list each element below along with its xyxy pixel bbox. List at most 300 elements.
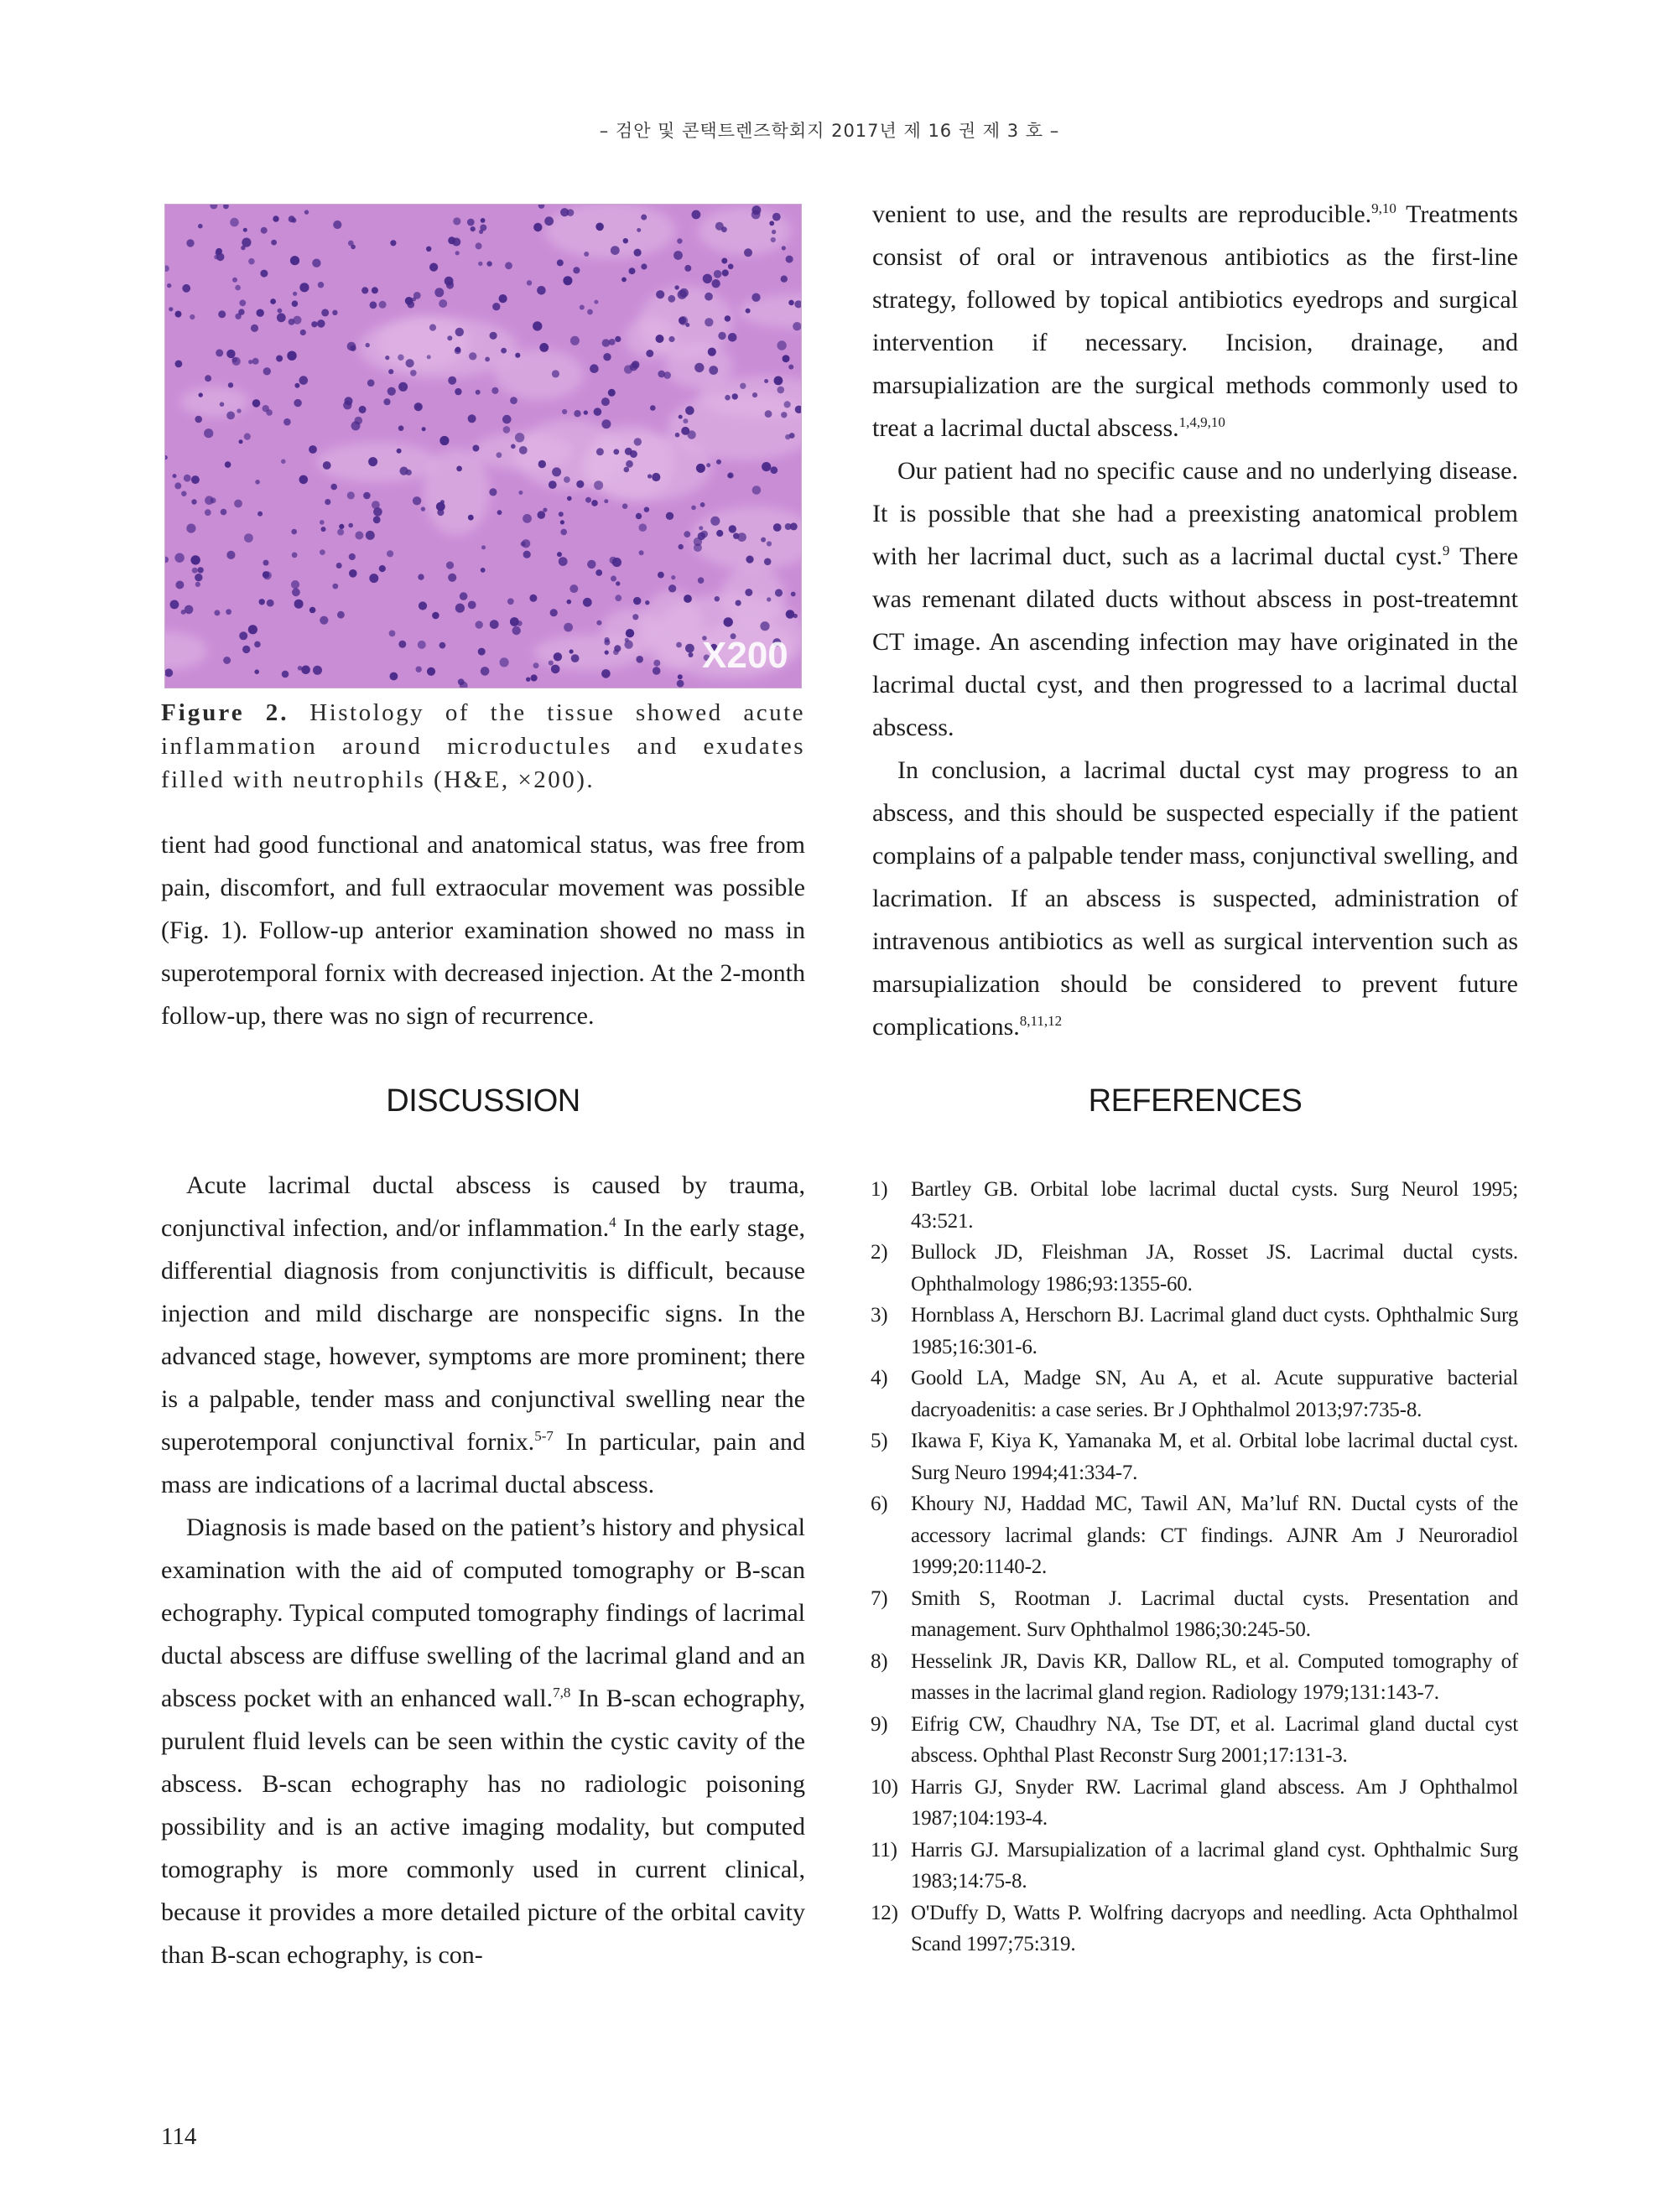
cell-nucleus [793,322,801,330]
cell-nucleus [337,611,345,619]
cell-nucleus [237,408,241,413]
cell-nucleus [290,256,299,265]
reference-text: Goold LA, Madge SN, Au A, et al. Acute suppurative bacterial dacryoadenitis: a case series. Br J Ophthalmol 2013;97:735-8. [911,1367,1518,1421]
cell-nucleus [248,360,252,364]
cell-nucleus [560,520,564,524]
cell-nucleus [760,621,769,631]
right-paragraph-2 [872,449,1518,749]
cell-nucleus [287,351,296,361]
cell-nucleus [602,339,611,347]
cell-nucleus [613,449,619,454]
cell-nucleus [232,357,241,366]
cell-nucleus [699,526,703,530]
cell-nucleus [521,542,526,547]
cell-nucleus [239,299,246,306]
reference-text: Eifrig CW, Chaudhry NA, Tse DT, et al. Lacrimal gland ductal cyst abscess. Ophthal Plast Reconstr Surg 2001;17:131-3. [911,1712,1518,1767]
cell-nucleus [746,556,753,563]
cell-nucleus [751,293,760,302]
cell-nucleus [347,342,356,351]
cell-nucleus [549,661,554,666]
cell-nucleus [574,410,580,417]
cell-nucleus [299,376,309,385]
cell-nucleus [767,541,772,546]
cell-nucleus [351,421,361,430]
cell-nucleus [283,418,291,426]
cell-nucleus [387,387,396,396]
cell-nucleus [174,553,184,563]
cell-nucleus [243,228,247,232]
cell-nucleus [294,383,299,388]
text-run: In the early stage, differential diagnosis from conjunctivitis is difficult, because injection and mild discharge are nonspecific signs. In the advanced stage, however, symptoms are more prominent; there is a palpable, tender mass and conjunctival swelling near the superotemporal conjunctival fornix. [161,1214,805,1456]
cell-nucleus [199,392,203,397]
cell-nucleus [591,500,598,506]
cell-nucleus [624,641,632,649]
cell-nucleus [481,667,490,676]
cell-nucleus [439,299,447,308]
cell-nucleus [786,611,791,616]
references-heading: REFERENCES [1088,1083,1303,1119]
cell-nucleus [337,529,344,536]
cell-nucleus [448,574,456,582]
cell-nucleus [478,262,482,266]
cell-nucleus [439,642,446,649]
cell-nucleus [294,399,301,407]
cell-nucleus [226,350,235,358]
reference-item [871,1425,1518,1488]
reference-number: 4) [871,1367,888,1389]
cell-nucleus [722,269,729,276]
cell-nucleus [694,363,704,372]
cell-nucleus [571,654,580,662]
cell-nucleus [641,263,647,269]
reference-text: Bullock JD, Fleishman JA, Rosset JS. Lacrimal ductal cysts. Ophthalmology 1986;93:1355-60. [911,1241,1518,1296]
cell-nucleus [390,672,398,681]
cell-nucleus [348,523,353,528]
cell-nucleus [595,569,602,576]
cell-nucleus [234,500,242,508]
cell-nucleus [594,408,602,416]
cell-nucleus [499,294,507,303]
cell-nucleus [641,215,647,221]
cell-nucleus [363,492,371,500]
cell-nucleus [197,567,203,573]
cell-nucleus [668,295,675,303]
cell-nucleus [211,497,216,503]
reference-number: 7) [871,1586,888,1610]
text-run: Treatments consist of oral or intravenous antibiotics as the first-line strategy, followed by topical antibiotics eyedrops and surgical intervention if necessary. Incision, drainage, and marsupialization are the surgical methods commonly used to treat a lacrimal ductal abscess. [872,200,1518,442]
cell-nucleus [705,293,713,301]
cell-nucleus [587,560,595,569]
cell-nucleus [560,529,567,536]
paragraph-continued: tient had good functional and anatomical status, was free from pain, discomfort, and full extraocular movement was possible (Fig. 1). Follow-up anterior examination showed no mass in superotemporal fornix with decreased injection. At the 2-month follow-up, there was no sign of recurrence. [161,831,805,1030]
reference-text: Hornblass A, Herschorn BJ. Lacrimal gland duct cysts. Ophthalmic Surg 1985;16:301-6. [911,1304,1518,1358]
cell-nucleus [626,629,634,637]
cell-nucleus [455,251,460,255]
cell-nucleus [239,631,247,640]
reference-item [871,1363,1518,1425]
cell-nucleus [683,418,688,423]
cell-nucleus [691,506,696,511]
cell-nucleus [761,537,766,543]
cell-nucleus [205,509,211,516]
cell-nucleus [492,303,500,310]
cell-nucleus [343,401,351,409]
cell-nucleus [472,445,479,452]
cell-nucleus [318,282,324,288]
cell-nucleus [260,270,268,278]
reference-number: 2) [871,1241,888,1264]
cell-nucleus [549,480,557,489]
right-paragraph-1 [872,193,1518,449]
cell-nucleus [503,426,511,434]
cell-nucleus [567,209,575,216]
cell-nucleus [718,332,725,340]
cell-nucleus [467,219,475,226]
cell-nucleus [519,446,528,454]
cell-nucleus [538,511,546,519]
cell-nucleus [678,674,683,679]
cell-nucleus [406,470,412,475]
cell-nucleus [676,642,682,648]
cell-nucleus [398,355,403,361]
cell-nucleus [455,388,461,395]
cell-nucleus [746,309,751,314]
cell-nucleus [321,309,329,316]
cell-nucleus [793,614,798,618]
cell-nucleus [623,238,628,243]
reference-item [871,1646,1518,1709]
cell-nucleus [410,370,417,376]
cell-nucleus [169,307,173,311]
cell-nucleus [783,355,790,362]
cell-nucleus [191,499,196,504]
cell-nucleus [601,669,611,678]
cell-nucleus [419,601,427,610]
reference-text: Ikawa F, Kiya K, Yamanaka M, et al. Orbital lobe lacrimal ductal cyst. Surg Neuro 1994;41:334-7. [911,1430,1518,1484]
cell-nucleus [684,265,691,272]
cell-nucleus [725,315,731,321]
cell-nucleus [744,248,752,257]
cell-nucleus [254,641,261,648]
reference-text: Hesselink JR, Davis KR, Dallow RL, et al. Computed tomography of masses in the lacrimal gland region. Radiology 1979;131:143-7. [911,1649,1518,1704]
cell-nucleus [505,262,512,269]
cell-nucleus [259,599,265,605]
cell-nucleus [460,592,468,600]
cell-nucleus [647,474,652,478]
discussion-heading: DISCUSSION [386,1083,580,1119]
cell-nucleus [567,496,572,501]
cell-nucleus [653,660,660,667]
cell-nucleus [242,238,251,247]
reference-item [871,1898,1518,1960]
reference-text: Bartley GB. Orbital lobe lacrimal ductal cysts. Surg Neurol 1995; 43:521. [911,1178,1518,1233]
cell-nucleus [603,353,611,361]
cell-nucleus [698,577,705,584]
page-number: 114 [161,2123,197,2150]
cell-nucleus [455,328,464,336]
citation-superscript: 9,10 [1371,200,1396,216]
cell-nucleus [434,288,444,297]
cell-nucleus [685,323,689,327]
cell-nucleus [687,430,695,439]
cell-nucleus [351,245,356,250]
cell-nucleus [728,333,737,342]
cell-nucleus [552,467,561,476]
cell-nucleus [304,210,309,214]
cell-nucleus [562,409,567,414]
cell-nucleus [321,527,326,532]
cell-nucleus [583,598,592,607]
cell-nucleus [244,533,253,543]
cell-nucleus [510,397,517,404]
cell-nucleus [216,349,223,356]
discussion-paragraph-1 [161,1164,805,1506]
cell-nucleus [563,276,572,285]
cell-nucleus [366,531,375,540]
cell-nucleus [214,610,220,615]
cell-nucleus [625,448,632,455]
cell-nucleus [336,563,342,569]
cell-nucleus [716,460,721,465]
cell-nucleus [309,607,316,614]
cell-nucleus [414,402,423,411]
reference-item [871,1709,1518,1772]
cell-nucleus [595,223,604,231]
cell-nucleus [332,584,338,589]
cell-nucleus [490,332,497,340]
cell-nucleus [332,310,337,315]
cell-nucleus [715,596,720,601]
cell-nucleus [456,466,462,472]
cell-nucleus [281,460,286,465]
cell-nucleus [679,544,684,549]
cell-nucleus [709,366,718,375]
citation-superscript: 4 [609,1214,616,1230]
cell-nucleus [226,551,235,559]
cell-nucleus [293,292,297,296]
cell-nucleus [273,215,278,221]
cell-nucleus [406,359,414,367]
cell-nucleus [311,321,317,327]
cell-nucleus [239,439,243,444]
cell-nucleus [511,444,516,449]
cell-nucleus [767,597,771,601]
cell-nucleus [299,283,309,292]
cell-nucleus [221,509,227,516]
cell-nucleus [301,666,310,675]
cell-nucleus [784,401,791,408]
cell-nucleus [320,616,328,625]
cell-nucleus [323,461,331,470]
cell-nucleus [405,297,413,305]
cell-nucleus [170,600,179,610]
cell-nucleus [526,678,530,682]
cell-nucleus [517,621,523,626]
cell-nucleus [678,290,687,299]
cell-nucleus [594,480,603,490]
cell-nucleus [733,533,739,539]
cell-nucleus [550,609,558,616]
cell-nucleus [656,290,664,299]
cell-nucleus [604,640,610,646]
cell-nucleus [429,263,438,272]
cell-nucleus [559,557,568,566]
cell-nucleus [190,314,195,319]
cell-nucleus [696,464,705,473]
cell-nucleus [486,261,491,266]
cell-nucleus [476,621,483,628]
histology-figure [164,204,802,688]
citation-superscript: 5-7 [534,1428,554,1444]
cell-nucleus [267,600,274,607]
cell-nucleus [740,383,746,389]
reference-item [871,1835,1518,1898]
cell-nucleus [225,461,231,468]
cell-nucleus [317,319,325,328]
cell-nucleus [490,620,499,629]
citation-superscript: 8,11,12 [1019,1013,1063,1029]
cell-nucleus [666,512,673,520]
cell-nucleus [226,412,235,420]
cell-nucleus [339,524,344,529]
cell-nucleus [569,649,574,653]
cell-nucleus [605,651,609,655]
reference-number: 5) [871,1430,888,1452]
cell-nucleus [624,365,632,373]
cell-nucleus [639,550,644,555]
cell-nucleus [786,256,793,263]
cell-nucleus [502,415,512,424]
cell-nucleus [611,246,620,255]
cell-nucleus [497,510,502,515]
cell-nucleus [372,501,380,509]
cell-nucleus [616,581,620,585]
cell-nucleus [232,278,237,283]
cell-nucleus [235,314,241,319]
cell-nucleus [184,475,191,482]
cell-nucleus [300,330,306,335]
reference-item [871,1174,1518,1237]
cell-nucleus [608,389,616,397]
cell-nucleus [684,531,690,537]
cell-nucleus [621,278,627,283]
cell-nucleus [205,375,211,382]
cell-nucleus [291,580,299,589]
figure-caption [161,696,805,797]
cell-nucleus [777,387,785,394]
cell-nucleus [531,674,538,681]
cell-nucleus [751,210,761,220]
cell-nucleus [226,609,231,615]
cell-nucleus [309,445,317,454]
cell-nucleus [596,621,601,626]
reference-text: Smith S, Rootman J. Lacrimal ductal cysts. Presentation and management. Surv Ophthalmol 1986;30:245-50. [911,1586,1518,1641]
cell-nucleus [772,213,781,221]
cell-nucleus [429,325,436,331]
cell-nucleus [476,242,482,249]
cell-nucleus [543,508,547,512]
cell-nucleus [677,680,684,688]
cell-nucleus [533,223,542,231]
cell-nucleus [471,226,476,231]
cell-nucleus [174,482,181,489]
cell-nucleus [347,491,355,499]
cell-nucleus [263,405,269,412]
cell-nucleus [632,361,639,368]
cell-nucleus [557,552,562,557]
cell-nucleus [294,600,304,609]
cell-nucleus [554,652,562,661]
cell-nucleus [527,280,532,285]
cell-nucleus [765,410,772,418]
cell-nucleus [613,649,619,655]
cell-nucleus [706,463,710,467]
cell-nucleus [468,515,474,521]
cell-nucleus [432,612,439,620]
cell-nucleus [427,355,431,359]
cell-nucleus [518,491,523,495]
cell-nucleus [292,300,299,307]
references-list [871,1174,1518,1960]
cell-nucleus [559,511,564,517]
cell-nucleus [791,592,796,597]
cell-nucleus [223,657,231,664]
cell-nucleus [263,560,269,566]
cell-nucleus [639,523,647,532]
cell-nucleus [255,480,260,485]
cell-nucleus [610,557,617,564]
cell-nucleus [175,581,184,589]
cell-nucleus [775,589,783,596]
cell-nucleus [398,425,404,431]
cell-nucleus [774,376,783,386]
cell-nucleus [320,549,325,555]
cell-nucleus [292,553,298,558]
text-run: There was remenant dilated ducts without abscess in post-treatemnt CT image. An ascending infection may have originated in the lacrimal ductal cyst, and then progressed to a lacrimal ductal abscess. [872,543,1519,741]
cell-nucleus [645,600,649,605]
cell-nucleus [668,584,676,592]
cell-nucleus [569,584,578,593]
cell-nucleus [777,340,786,350]
cell-nucleus [452,237,460,246]
text-run: In conclusion, a lacrimal ductal cyst may progress to an abscess, and this should be suspected especially if the patient complains of a palpable tender mass, conjunctival swelling, and lacrimation. If an abscess is suspected, administration of intravenous antibiotics as well as surgical intervention such as marsupialization should be considered to prevent future complications. [872,756,1518,1041]
cell-nucleus [677,238,682,243]
cell-nucleus [604,499,608,503]
cell-nucleus [668,336,674,342]
cell-nucleus [626,460,633,468]
caption-label: Figure 2. [161,699,289,726]
cell-nucleus [230,218,239,227]
cell-nucleus [367,379,375,387]
cell-nucleus [388,369,393,374]
histology-image [165,205,802,688]
cell-nucleus [587,309,593,315]
stroma-patch [495,349,584,400]
cell-nucleus [361,287,368,293]
cell-nucleus [656,335,664,343]
cell-nucleus [439,436,449,445]
cell-nucleus [685,406,694,415]
cell-nucleus [700,502,705,507]
discussion-paragraph-2 [161,1506,805,1976]
reference-number: 12) [871,1901,898,1924]
cell-nucleus [652,473,660,481]
cell-nucleus [782,246,786,250]
cell-nucleus [261,227,268,234]
cell-nucleus [313,666,322,675]
reference-number: 8) [871,1649,888,1673]
cell-nucleus [291,218,296,223]
